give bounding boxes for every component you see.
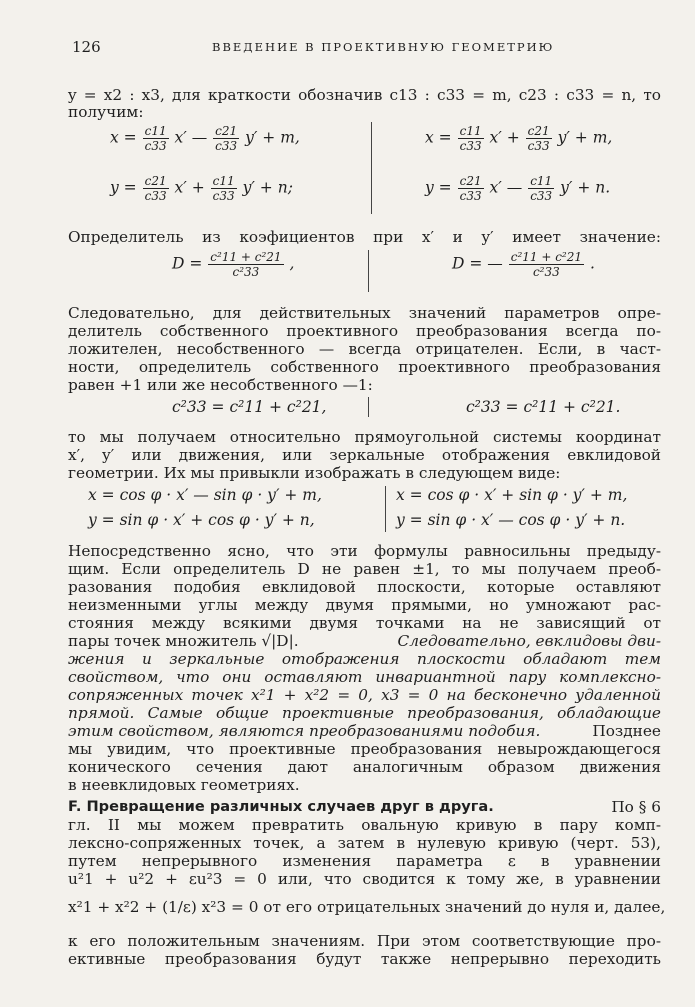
text-line: геометрии. Их мы привыкли изображать в следующем виде:	[68, 464, 561, 482]
page-header	[72, 38, 661, 56]
motion-equation-x: x = cos φ · x′ — sin φ · y′ + m,	[88, 486, 322, 504]
text-line: лексно-сопряженных точек, а затем в нулевую кривую (черт. 53),	[68, 834, 661, 852]
equation-x-proper: x = $\frac{c11}{c33}$ x′ — $\frac{c21}{c33}$ y′ + m,	[110, 124, 300, 153]
text-line: y = x2 : x3, для краткости обозначив c13 : c33 = m, c23 : c33 = n, то	[68, 86, 661, 104]
text-line: x²1 + x²2 + (1/ε) x²3 = 0 от его отрицательных значений до нуля и, далее,	[68, 898, 666, 916]
text-line: ективные преобразования будут также непрерывно переходить	[68, 950, 661, 968]
text-line-italic: сопряженных точек x²1 + x²2 = 0, x3 = 0 на бесконечно удаленной	[68, 686, 661, 704]
text-line: в неевклидовых геометриях.	[68, 776, 300, 794]
text-line: щим. Если определитель D не равен ±1, то мы получаем преоб-	[68, 560, 661, 578]
equation-unit-improper: c²33 = c²11 + c²21.	[466, 398, 621, 416]
text-line: делитель собственного проективного преобразования всегда по-	[68, 322, 661, 340]
section-f-heading-line: F. Превращение различных случаев друг в друга. По § 6	[68, 798, 661, 816]
reflection-equation-x: x = cos φ · x′ + sin φ · y′ + m,	[396, 486, 628, 504]
text-line: u²1 + u²2 + εu²3 = 0 или, что сводится к тому же, в уравнении	[68, 870, 661, 888]
text-line: Непосредственно ясно, что эти формулы равносильны предыду-	[68, 542, 661, 560]
text-line: x′, y′ или движения, или зеркальные отображения евклидовой	[68, 446, 661, 464]
column-divider	[371, 122, 372, 214]
equation-y-proper: y = $\frac{c21}{c33}$ x′ + $\frac{c11}{c33}$ y′ + n;	[110, 174, 293, 203]
text-line: получим:	[68, 103, 144, 121]
equation-x-improper: x = $\frac{c11}{c33}$ x′ + $\frac{c21}{c33}$ y′ + m,	[425, 124, 613, 153]
column-divider	[368, 397, 369, 417]
text-line-italic: прямой. Самые общие проективные преобразования, обладающие	[68, 704, 661, 722]
text-line: конического сечения дают аналогичным образом движения	[68, 758, 661, 776]
text-line: мы увидим, что проективные преобразования невырождающегося	[68, 740, 661, 758]
text-line: Следовательно, для действительных значений параметров опре-	[68, 304, 661, 322]
text-line: этим свойством, являются преобразованиями подобия. Позднее	[68, 722, 661, 740]
motion-equation-y: y = sin φ · x′ + cos φ · y′ + n,	[88, 511, 315, 529]
text-line: гл. II мы можем превратить овальную кривую в пару комп-	[68, 816, 661, 834]
column-divider	[385, 486, 386, 532]
text-line: ности, определитель собственного проективного преобразования	[68, 358, 661, 376]
text-line: пары точек множитель √|D|. Следовательно, евклидовы дви-	[68, 632, 661, 650]
text-line: равен +1 или же несобственного —1:	[68, 376, 373, 394]
text-line: Определитель из коэфициентов при x′ и y′ имеет значение:	[68, 228, 661, 246]
text-line: путем непрерывного изменения параметра ε в уравнении	[68, 852, 661, 870]
text-line: то мы получаем относительно прямоугольной системы координат	[68, 428, 661, 446]
column-divider	[368, 250, 369, 292]
text-line: разования подобия евклидовой плоскости, которые оставляют	[68, 578, 661, 596]
page-number: 126	[72, 38, 101, 56]
text-line-italic: свойством, что они оставляют инвариантной пару комплексно-	[68, 668, 661, 686]
determinant-proper: D = $\frac{\text{c²11 + c²21}}{\text{c²33}}$ ,	[172, 250, 295, 279]
text-line-italic: жения и зеркальные отображения плоскости обладают тем	[68, 650, 661, 668]
running-title: ВВЕДЕНИЕ В ПРОЕКТИВНУЮ ГЕОМЕТРИЮ	[212, 40, 555, 54]
reflection-equation-y: y = sin φ · x′ — cos φ · y′ + n.	[396, 511, 626, 529]
equation-unit-proper: c²33 = c²11 + c²21,	[172, 398, 327, 416]
text-line: к его положительным значениям. При этом соответствующие про-	[68, 932, 661, 950]
text-line: стояния между всякими двумя точками на не зависящий от	[68, 614, 661, 632]
determinant-improper: D = — $\frac{\text{c²11 + c²21}}{\text{c²33}}$ .	[452, 250, 595, 279]
text-line: неизменными углы между двумя прямыми, но умножают рас-	[68, 596, 661, 614]
text-line: ложителен, несобственного — всегда отрицателен. Если, в част-	[68, 340, 661, 358]
equation-y-improper: y = $\frac{c21}{c33}$ x′ — $\frac{c11}{c33}$ y′ + n.	[425, 174, 611, 203]
